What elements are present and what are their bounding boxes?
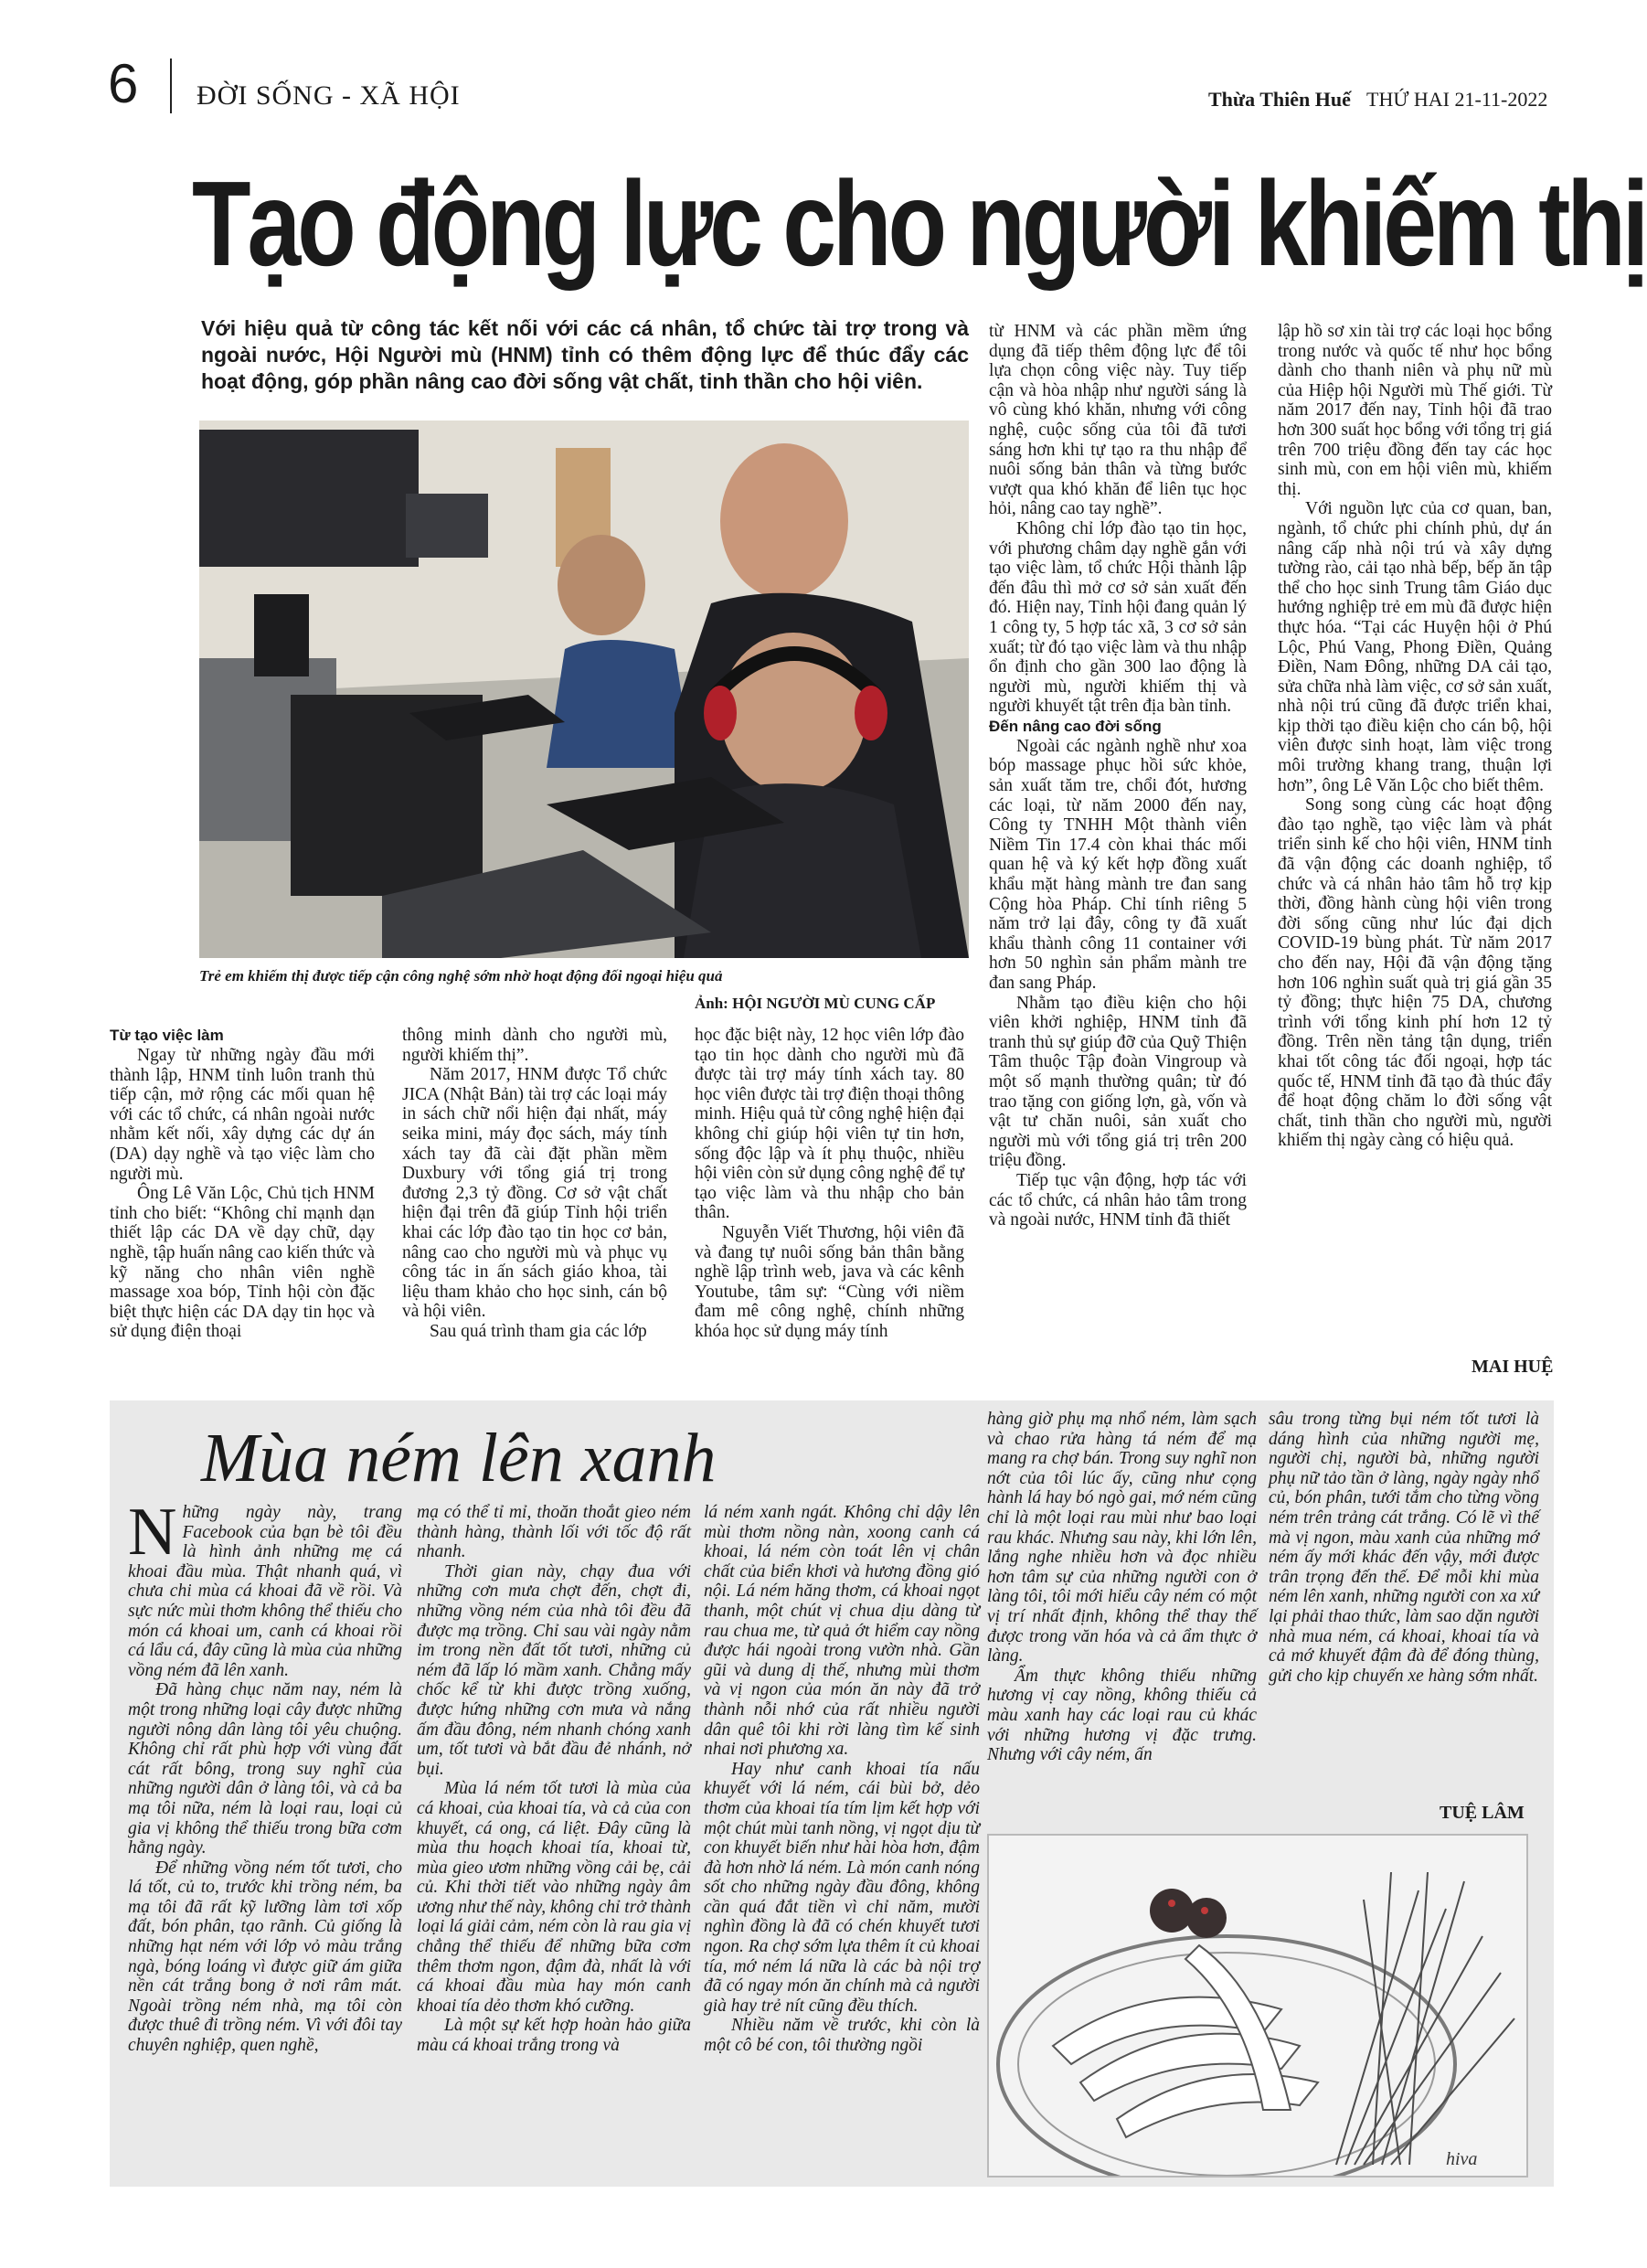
illustration-signature: hiva xyxy=(1446,2149,1478,2169)
article1-paragraph: Tiếp tục vận động, hợp tác với các tổ chức, cá nhân hảo tâm trong và ngoài nước, HNM tỉnh đã thiết xyxy=(989,1170,1247,1230)
publication-name: Thừa Thiên Huế xyxy=(1208,88,1351,111)
article2-column-1 xyxy=(128,1495,402,2056)
article1-paragraph: Nguyễn Viết Thương, hội viên đã và đang tự nuôi sống bản thân bằng nghề lập trình web, java và các kênh Youtube, tâm sự: “Cùng với niềm đam mê công nghệ, chính những khóa học sử dụng máy tính xyxy=(695,1222,964,1341)
article1-paragraph: Ông Lê Văn Lộc, Chủ tịch HNM tỉnh cho biết: “Không chỉ mạnh dạn thiết lập các DA về dạy chữ, dạy nghề, tập huấn nâng cao kiến thức và kỹ năng cho nhân viên nghề massage xoa bóp, Tỉnh hội còn đặc biệt thực hiện các DA dạy tin học và sử dụng điện thoại xyxy=(110,1184,375,1342)
article1-paragraph: Không chỉ lớp đào tạo tin học, với phương châm dạy nghề gắn với tạo việc làm, tổ chức Hội thành lập đến đâu thì mở cơ sở sản xuất đến đó. Hiện nay, Tỉnh hội đang quản lý 1 công ty, 5 hợp tác xã, 3 cơ sở sản xuất; từ đó tạo việc làm và thu nhập ổn định cho gần 300 lao động là người mù, người khiếm thị và người khuyết tật trên địa bàn tỉnh. xyxy=(989,518,1247,717)
photo-illustration xyxy=(199,421,969,958)
article1-column-4 xyxy=(989,322,1247,1230)
article2-paragraph: mạ có thể tỉ mỉ, thoăn thoắt gieo ném thành hàng, thành lối với tốc độ rất nhanh. xyxy=(417,1503,691,1562)
article2-paragraph: Là một sự kết hợp hoàn hảo giữa màu cá khoai trắng trong và xyxy=(417,2016,691,2056)
article2-column-4 xyxy=(987,1410,1257,1765)
article2-paragraph: Nhiều năm về trước, khi còn là một cô bé con, tôi thường ngồi xyxy=(704,2016,980,2056)
article2-paragraph: sâu trong từng bụi ném tốt tươi là dáng hình của những người mẹ, người chị, người bà, những người phụ nữ tảo tần ở làng, ngày ngày nhổ củ, bón phân, tưới tắm cho từng vồng ném trên trảng cát trắng. Có lẽ vì thế mà vị ngon, màu xanh của những mớ ném ấy mới khác đến vậy, mới được trân trọng đến thế. Để mỗi khi mùa ném lên xanh, những người con xa xứ lại phải thao thức, làm sao dặn người nhà mua ném, cá khoai, khoai tía và cả mớ khuyết đậm đà để đóng thùng, gửi cho kịp chuyến xe hàng sớm nhất. xyxy=(1269,1410,1539,1686)
article1-column-1 xyxy=(110,1026,375,1342)
article1-paragraph: Với nguồn lực của cơ quan, ban, ngành, tổ chức phi chính phủ, dự án nâng cấp nhà nội trú và xây dựng tường rào, cải tạo nhà bếp, bếp ăn tập thể cho học sinh Trung tâm Giáo dục hướng nghiệp trẻ em mù đã được hiện thực hóa. “Tại các Huyện hội ở Phú Lộc, Phú Vang, Phong Điền, Quảng Điền, Nam Đông, những DA cải tạo, sửa chữa nhà làm việc, cơ sở sản xuất, nhà nội trú cũng đã được triển khai, kịp thời tạo điều kiện cho cán bộ, hội viên được sinh hoạt, làm việc trong môi trường khang trang, thuận lợi hơn”, ông Lê Văn Lộc cho biết thêm. xyxy=(1278,499,1552,795)
article2-title: Mùa ném lên xanh xyxy=(201,1420,717,1496)
article1-paragraph: học đặc biệt này, 12 học viên lớp đào tạo tin học dành cho người mù đã được tài trợ máy tính xách tay. 80 học viên được tài trợ điện thoại thông minh. Hiệu quả từ công nghệ hiện đại không chỉ giúp hội viên tự tin hơn, sống độc lập và ít phụ thuộc, nhiều hội viên còn sử dụng công nghệ để tự tạo việc làm và thu nhập cho bản thân. xyxy=(695,1026,964,1223)
article2-paragraph: Thời gian này, chạy đua với những cơn mưa chợt đến, chợt đi, những vồng ném của nhà tôi đều đã được mạ trồng. Chỉ sau vài ngày nằm im trong nền đất tốt tươi, những củ ném đã lấp ló mầm xanh. Chẳng mấy chốc kể từ khi được trồng xuống, được hứng những cơn mưa và nắng ấm đầu đông, ném nhanh chóng xanh um, tốt tươi và bắt đầu đẻ nhánh, nở bụi. xyxy=(417,1561,691,1779)
article2-paragraph: Mùa lá ném tốt tươi là mùa của cá khoai, của khoai tía, và cả của con khuyết, cá ong, cá liệt. Đây cũng là mùa thu hoạch khoai tía, khoai từ, mùa gieo ươm những vồng cải bẹ, cải củ. Khi thời tiết vào những ngày âm ương như thế này, không chỉ trở thành loại lá giải cảm, ném còn là rau gia vị chẳng thể thiếu để những bữa cơm thêm thơm ngon, đậm đà, nhất là với cá khoai đầu mùa hay món canh khoai tía dẻo thơm khó cưỡng. xyxy=(417,1779,691,2016)
article1-paragraph: thông minh dành cho người mù, người khiếm thị”. xyxy=(402,1026,667,1065)
article-photo xyxy=(199,421,969,958)
article1-column-5 xyxy=(1278,322,1552,1151)
article2-byline: TUỆ LÂM xyxy=(1440,1803,1525,1823)
article2-column-2 xyxy=(417,1503,691,2056)
article2-paragraph: Để những vồng ném tốt tươi, cho lá tốt, củ to, trước khi trồng ném, ba mạ tôi đã rất kỹ lưỡng làm tơi xốp đất, bón phân, tạo rãnh. Củ giống là những hạt ném với lớp vỏ màu trắng ngà, bóng loáng vì được giữ ám giữa nền cát trắng bong ở nơi râm mát. Ngoài trồng ném nhà, mạ tôi còn được thuê đi trồng ném. Vì với đôi tay chuyên nghiệp, quen nghề, xyxy=(128,1858,402,2056)
article1-paragraph: Sau quá trình tham gia các lớp xyxy=(430,1321,647,1341)
article1-paragraph: Song song cùng các hoạt động đào tạo nghề, tạo việc làm và phát triển sinh kế cho hội viên, HNM tỉnh đã vận động các doanh nghiệp, tổ chức và cá nhân hảo tâm hỗ trợ kịp thời, đồng hành cùng hội viên trong đời sống cũng như lúc đại dịch COVID-19 bùng phát. Từ năm 2017 cho đến nay, Hội đã vận động tặng hơn 106 nghìn suất quà trị giá gần 35 tỷ đồng; thực hiện 75 DA, chương trình với tổng kinh phí hơn 12 tỷ đồng. Trên nền tảng tận dụng, triển khai tốt công tác đối ngoại, hợp tác quốc tế, HNM tỉnh đã tạo đà thúc đẩy để hoạt động chăm lo đời sống vật chất, tinh thần cho người mù, người khiếm thị ngày càng có hiệu quả. xyxy=(1278,795,1552,1151)
drop-cap: N xyxy=(128,1495,177,1570)
article2-paragraph: Đã hàng chục năm nay, ném là một trong những loại cây được những người nông dân làng tôi yêu chuộng. Không chỉ rất phù hợp với vùng đất cát rất bông, trong suy nghĩ của những người dân ở làng tôi, và cả ba mạ tôi nữa, ném là loại rau, loại củ gia vị không thể thiếu trong bữa cơm hằng ngày. xyxy=(128,1680,402,1858)
article1-paragraph: Ngay từ những ngày đầu mới thành lập, HNM tỉnh luôn tranh thủ tiếp cận, mở rộng các mối quan hệ với các tổ chức, cá nhân ngoài nước nhằm kết nối, xây dựng các dự án (DA) dạy nghề và tạo việc làm cho người mù. xyxy=(110,1046,375,1184)
article1-byline: MAI HUỆ xyxy=(1472,1357,1554,1377)
article2-paragraph: hững ngày này, trang Facebook của bạn bè tôi đều là hình ảnh những mẹ cá khoai đầu mùa. Thật nhanh quá, vì chưa chi mùa cá khoai đã về rồi. Và sực nức mùi thơm không thể thiếu cho món cá khoai um, canh cá khoai rồi cá lẩu cá, đây cũng là mùa của những vồng ném đã lên xanh. xyxy=(128,1503,402,1680)
article1-column-2 xyxy=(402,1026,667,1342)
article2-paragraph: Ẩm thực không thiếu những hương vị cay nồng, không thiếu cả màu xanh hay các loại rau củ khác với những hương vị đặc trưng. Nhưng với cây ném, ấn xyxy=(987,1666,1257,1765)
article1-subhead: Đến nâng cao đời sống xyxy=(989,717,1162,735)
illustration-drawing xyxy=(989,1836,1526,2176)
header-divider xyxy=(170,59,172,113)
article1-paragraph: lập hồ sơ xin tài trợ các loại học bổng trong nước và quốc tế như học bổng dành cho thanh niên và phụ nữ mù của Hiệp hội Người mù Thế giới. Từ năm 2017 đến nay, Tỉnh hội đã trao hơn 300 suất học bổng với tổng trị giá trên 700 triệu đồng đến tay các học sinh mù, con em hội viên mù, khiếm thị. xyxy=(1278,322,1552,499)
article1-paragraph: Năm 2017, HNM được Tổ chức JICA (Nhật Bản) tài trợ các loại máy in sách chữ nổi hiện đại nhất, máy seika mini, máy đọc sách, máy tính xách tay đã cài đặt phần mềm Duxbury với tổng giá trị trong đương 2,3 tỷ đồng. Cơ sở vật chất hiện đại trên đã giúp Tỉnh hội triển khai các lớp đào tạo tin học cơ bản, nâng cao cho người mù và phục vụ công tác in ấn sách giáo khoa, tài liệu tham khảo cho học sinh, cán bộ và hội viên. xyxy=(402,1065,667,1322)
article1-paragraph: Nhằm tạo điều kiện cho hội viên khởi nghiệp, HNM tỉnh đã tranh thủ sự giúp đỡ của Quỹ Thiện Tâm thuộc Tập đoàn Vingroup và một số mạnh thường quân; từ đó trao tặng con giống lợn, gà, vốn và vật tư chăn nuôi, sản xuất cho người mù với tổng giá trị trên 200 triệu đồng. xyxy=(989,993,1247,1171)
article-lead: Với hiệu quả từ công tác kết nối với các cá nhân, tổ chức tài trợ trong và ngoài nước, Hội Người mù (HNM) tỉnh có thêm động lực để thúc đẩy các hoạt động, góp phần nâng cao đời sống vật chất, tinh thần cho hội viên. xyxy=(201,316,969,393)
article2-paragraph: lá ném xanh ngát. Không chỉ dậy lên mùi thơm nồng nàn, xoong canh cá khoai, lá ném còn toát lên vị chân chất của biển khơi và hương đồng gió nội. Lá ném hăng thơm, cá khoai ngọt thanh, một chút vị chua dịu dàng từ rau chua me, từ quả ớt hiểm cay nồng được hái ngoài trong vườn nhà. Gần gũi và dung dị thế, nhưng mùi thơm và vị ngon của món ăn này đã trở thành nỗi nhớ của rất nhiều người dân quê tôi khi rời làng tìm kế sinh nhai nơi phương xa. xyxy=(704,1503,980,1760)
section-title: ĐỜI SỐNG - XÃ HỘI xyxy=(197,80,461,111)
publication-date: THỨ HAI 21-11-2022 xyxy=(1366,88,1548,111)
article2-column-5 xyxy=(1269,1410,1539,1686)
article1-subhead: Từ tạo việc làm xyxy=(110,1027,224,1044)
article2-column-3 xyxy=(704,1503,980,2056)
photo-credit: Ảnh: HỘI NGƯỜI MÙ CUNG CẤP xyxy=(695,995,936,1012)
fish-and-scallions-illustration xyxy=(987,1834,1528,2177)
page-number: 6 xyxy=(108,53,139,114)
headline: Tạo động lực cho người khiếm thị xyxy=(192,156,1646,291)
article2-paragraph: hàng giờ phụ mạ nhổ ném, làm sạch và chao rửa hàng tá ném để mạ mang ra chợ bán. Trong suy nghĩ non nớt của tôi lúc ấy, cũng như cọng hành lá hay bó ngò gai, mớ ném cũng chỉ là một loại rau mùi như bao loại rau khác. Nhưng sau này, khi lớn lên, lắng nghe nhiều hơn và đọc nhiều hơn tâm sự của những người con ở làng tôi, tôi mới hiểu cây ném có một vị trí nhất định, không thể thay thế được trong văn hóa và cả ẩm thực ở làng. xyxy=(987,1410,1257,1666)
article1-paragraph: Ngoài các ngành nghề như xoa bóp massage phục hồi sức khỏe, sản xuất tăm tre, chổi đót, hương các loại, từ năm 2000 đến nay, Công ty TNHH Một thành viên Niềm Tin 17.4 còn khai thác mối quan hệ và ký kết hợp đồng xuất khẩu mặt hàng mành tre đan sang Cộng hòa Pháp. Chỉ tính riêng 5 năm trở lại đây, công ty đã xuất khẩu thành công 11 container với hơn 50 nghìn sản phẩm mành tre đan sang Pháp. xyxy=(989,736,1247,993)
article1-paragraph: từ HNM và các phần mềm ứng dụng đã tiếp thêm động lực để tôi lựa chọn công việc này. Tuy tiếp cận và hòa nhập như người sáng là vô cùng khó khăn, nhưng với công nghệ, cuộc sống của tôi đã tươi sáng hơn khi tự tạo ra thu nhập để nuôi sống bản thân và từng bước vượt qua khó khăn để liên tục học hỏi, nâng cao tay nghề”. xyxy=(989,322,1247,519)
article2-paragraph: Hay như canh khoai tía nấu khuyết với lá ném, cái bùi bở, dẻo thơm của khoai tía tím lịm kết hợp với một chút mùi tanh nồng, vị ngọt dịu từ con khuyết biến như hài hòa hơn, đậm đà hơn nhờ lá ném. Là món canh nóng sốt cho những ngày đầu đông, không cần quá đắt tiền vì chỉ năm, mười nghìn đồng là đã có chén khuyết tươi ngon. Ra chợ sớm lựa thêm ít củ khoai tía, mớ ném lá nữa là các bà nội trợ đã có ngay món ăn chính mà cả người già hay trẻ nít cũng đều thích. xyxy=(704,1759,980,2016)
photo-caption: Trẻ em khiếm thị được tiếp cận công nghệ sớm nhờ hoạt động đối ngoại hiệu quả xyxy=(199,967,723,985)
article1-column-3 xyxy=(695,1026,964,1342)
